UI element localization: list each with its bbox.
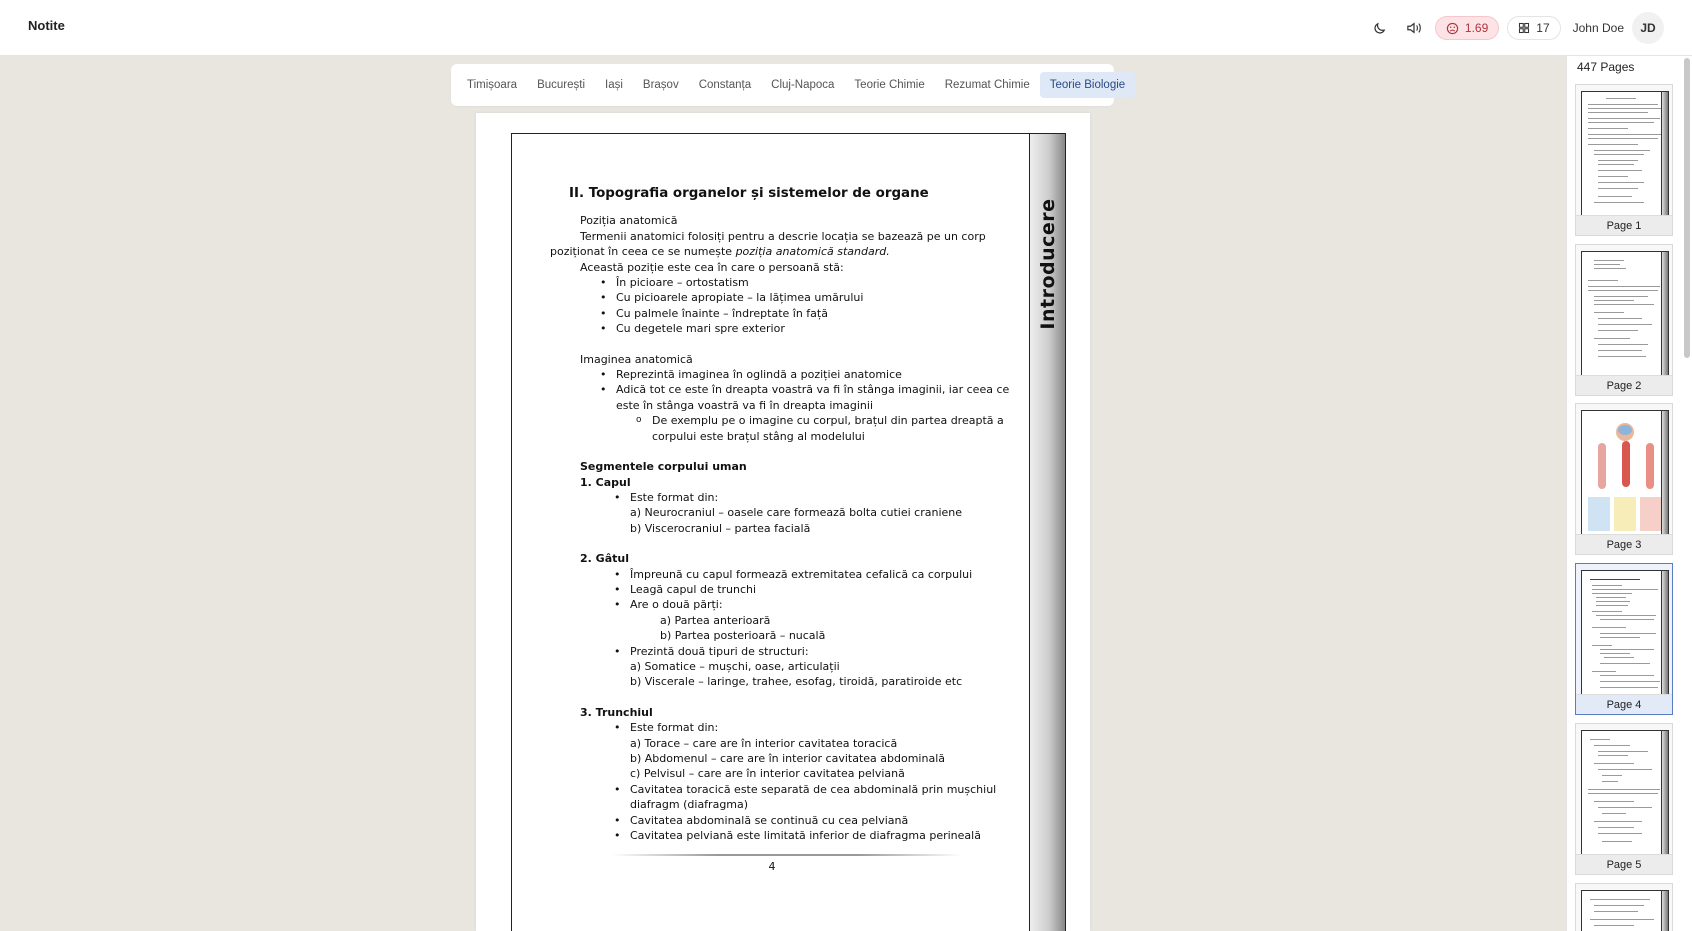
numbered-heading: 3. Trunchiul <box>580 705 653 719</box>
thumbnail-scrollbar[interactable] <box>1684 58 1690 358</box>
puzzle-icon <box>1518 22 1530 34</box>
thumbnail-label: Page 1 <box>1576 215 1672 235</box>
list-item: • Cavitatea toracică este separată de cea abdominală prin mușchiul diafragm (diafragma) <box>550 782 1020 813</box>
list-item: • Este format din: <box>550 720 1020 735</box>
numbered-heading: 2. Gâtul <box>580 552 629 566</box>
chapter-title: Introducere <box>1036 198 1059 330</box>
paragraph-italic: poziția anatomică standard. <box>735 245 890 259</box>
list-item: a) Neurocraniul – oasele care formează bolta cutiei craniene <box>630 506 963 520</box>
counter-badge[interactable] <box>1507 16 1560 40</box>
list-item: • Cavitatea pelviană este limitată inferior de diafragma perineală <box>550 828 1020 843</box>
thumbnail-image <box>1581 410 1669 540</box>
list-item: b) Partea posterioară – nucală <box>660 629 826 643</box>
thumbnail-image <box>1581 251 1669 381</box>
thumbnail-page-1[interactable] <box>1575 84 1673 236</box>
tab-constanta[interactable]: Constanța <box>698 79 752 91</box>
section-title: Imaginea anatomică <box>580 352 693 366</box>
document-page[interactable] <box>476 113 1090 931</box>
paragraph: Această poziție este cea în care o persoană stă: <box>580 260 844 274</box>
list-item: • Reprezintă imaginea în oglindă a poziției anatomice <box>550 367 1020 382</box>
score-value: 1.69 <box>1464 21 1489 35</box>
thumbnail-panel[interactable] <box>1566 56 1692 931</box>
section-title: Poziția anatomică <box>580 214 678 228</box>
tab-teorie-chimie[interactable]: Teorie Chimie <box>854 79 925 91</box>
document-tabs <box>451 64 1126 106</box>
user-name: John Doe <box>1572 21 1624 35</box>
list-item: • În picioare – ortostatism <box>550 275 1020 290</box>
tab-teorie-biologie[interactable]: Teorie Biologie <box>1040 72 1135 98</box>
list-item: • Cavitatea abdominală se continuă cu cea pelviană <box>550 813 1020 828</box>
list-item: • Este format din: <box>550 490 1020 505</box>
thumbnail-image <box>1581 890 1669 931</box>
list-item: • Cu palmele înainte – îndreptate în față <box>550 306 1020 321</box>
thumbnail-page-6[interactable] <box>1575 883 1673 931</box>
top-bar <box>0 0 1692 56</box>
list-item: • Cu picioarele apropiate – la lățimea umărului <box>550 290 1020 305</box>
page-heading: II. Topografia organelor și sistemelor de organe <box>569 186 929 201</box>
tab-bucuresti[interactable]: București <box>537 79 585 91</box>
moon-icon[interactable] <box>1367 15 1393 41</box>
counter-value: 17 <box>1536 21 1550 35</box>
score-badge[interactable] <box>1435 16 1499 40</box>
list-item: a) Torace – care are în interior cavitatea toracică <box>630 736 898 750</box>
thumbnail-label: Page 5 <box>1576 854 1672 874</box>
list-item: b) Abdomenul – care are în interior cavitatea abdominală <box>630 752 945 765</box>
list-item: a) Somatice – mușchi, oase, articulații <box>630 659 840 673</box>
tab-brasov[interactable]: Brașov <box>642 79 679 91</box>
list-item: • Împreună cu capul formează extremitatea cefalică ca corpului <box>550 567 1020 582</box>
list-item: b) Viscerale – laringe, trahee, esofag, tiroidă, paratiroide etc <box>630 675 963 689</box>
list-item: • Cu degetele mari spre exterior <box>550 321 1020 336</box>
thumbnail-image <box>1581 730 1669 860</box>
list-item: b) Viscerocraniul – partea facială <box>630 521 811 535</box>
thumbnail-page-2[interactable] <box>1575 244 1673 396</box>
thumbnail-image <box>1581 570 1669 700</box>
pages-count: 447 Pages <box>1577 60 1635 74</box>
list-item: • Are o două părți: <box>550 597 1020 612</box>
sad-face-icon <box>1446 22 1459 35</box>
page-content <box>550 186 1020 843</box>
thumbnail-label: Page 2 <box>1576 375 1672 395</box>
thumbnail-label: Page 4 <box>1576 694 1672 714</box>
thumbnail-label: Page 3 <box>1576 534 1672 554</box>
tab-timisoara[interactable]: Timișoara <box>467 79 518 91</box>
header-actions <box>1367 14 1664 42</box>
app-title: Notite <box>28 18 65 33</box>
speaker-icon[interactable] <box>1401 15 1427 41</box>
page-frame <box>511 133 1066 931</box>
list-item: o De exemplu pe o imagine cu corpul, brațul din partea dreaptă a corpului este brațul stâng al modelului <box>550 413 1020 444</box>
tab-rezumat-chimie[interactable]: Rezumat Chimie <box>944 79 1030 91</box>
thumbnail-page-5[interactable] <box>1575 723 1673 875</box>
chapter-band <box>1029 134 1065 931</box>
avatar[interactable]: JD <box>1632 12 1664 44</box>
thumbnail-image <box>1581 91 1669 221</box>
paragraph-text: Termenii anatomici folosiți pentru a descrie locația se bazează pe un corp poziționat în ceea ce se numește <box>550 229 986 259</box>
thumbnail-page-3[interactable] <box>1575 403 1673 555</box>
section-title: Segmentele corpului uman <box>580 460 747 474</box>
list-item: c) Pelvisul – care are în interior cavitatea pelviană <box>630 767 905 781</box>
list-item: • Adică tot ce este în dreapta voastră va fi în stânga imaginii, iar ceea ce este în stânga voastră va fi în dreapta imaginii <box>550 382 1020 413</box>
list-item: • Prezintă două tipuri de structuri: <box>550 644 1020 659</box>
list-item: a) Partea anterioară <box>660 613 771 627</box>
footer-divider <box>612 854 962 856</box>
thumbnail-page-4[interactable] <box>1575 563 1673 715</box>
page-number: 4 <box>768 860 776 873</box>
paragraph <box>550 229 1020 260</box>
tab-iasi[interactable]: Iași <box>605 79 623 91</box>
tab-cluj-napoca[interactable]: Cluj-Napoca <box>771 79 835 91</box>
list-item: • Leagă capul de trunchi <box>550 582 1020 597</box>
numbered-heading: 1. Capul <box>580 475 631 489</box>
